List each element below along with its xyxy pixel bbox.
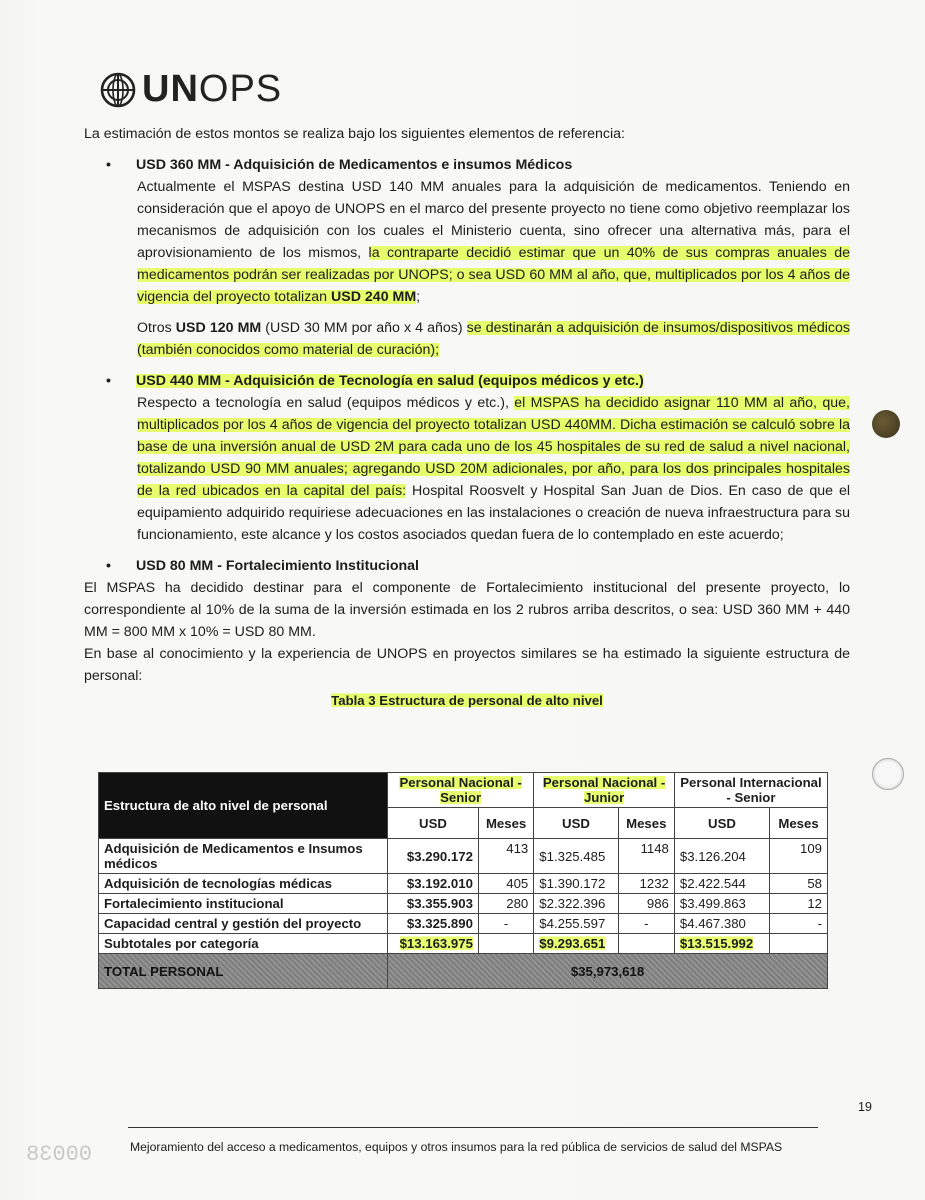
- table-cell: -: [478, 914, 533, 934]
- table-cell: -: [770, 914, 828, 934]
- section3-title: • USD 80 MM - Fortalecimiento Institucional: [136, 555, 850, 577]
- footer-rule: [128, 1127, 818, 1128]
- table-cell: $3.499.863: [674, 894, 769, 914]
- group-header: Personal Internacional - Senior: [674, 773, 827, 808]
- personnel-table: [98, 772, 828, 989]
- table-cell: $9.293.651: [534, 934, 618, 954]
- total-value: $35,973,618: [388, 954, 828, 989]
- table-cell: 109: [770, 839, 828, 874]
- row-label: Adquisición de tecnologías médicas: [99, 874, 388, 894]
- punch-hole: [872, 410, 900, 438]
- table-cell: $13.163.975: [388, 934, 479, 954]
- un-emblem-icon: [100, 72, 136, 108]
- table-cell: $3.325.890: [388, 914, 479, 934]
- unops-logo: [100, 68, 282, 111]
- section1-paragraph2: Otros USD 120 MM (USD 30 MM por año x 4 años) se destinarán a adquisición de insumos/dispositivos médicos (también conocidos como material de curación);: [137, 320, 850, 358]
- table-cell: 280: [478, 894, 533, 914]
- table-cell: 12: [770, 894, 828, 914]
- table-caption: Tabla 3 Estructura de personal de alto nivel: [331, 693, 603, 708]
- table-cell: $3.126.204: [674, 839, 769, 874]
- table-cell: 1148: [618, 839, 674, 874]
- table-cell: [478, 934, 533, 954]
- table-cell: $13.515.992: [674, 934, 769, 954]
- row-label: Subtotales por categoría: [99, 934, 388, 954]
- table-cell: $4.255.597: [534, 914, 618, 934]
- punch-hole: [872, 758, 904, 790]
- table-cell: [618, 934, 674, 954]
- subtotal-row: [99, 934, 828, 954]
- table-cell: 413: [478, 839, 533, 874]
- table-cell: $3.355.903: [388, 894, 479, 914]
- table-cell: $1.390.172: [534, 874, 618, 894]
- page-number: 19: [858, 1100, 872, 1114]
- section1-title: • USD 360 MM - Adquisición de Medicamentos e insumos Médicos: [136, 154, 850, 176]
- table-cell: $3.290.172: [388, 839, 479, 874]
- section2-paragraph: Respecto a tecnología en salud (equipos médicos y etc.), el MSPAS ha decidido asignar 110 MM al año, que, multiplicados por los 4 años de vigencia del proyecto totalizan USD 440MM. Dicha estimación se calculó sobre la base de una inversión anual de USD 2M para cada uno de los 45 hospitales de su red de salud a nivel nacional, totalizando USD 90 MM anuales; agregando USD 20M adicionales, por año, para los dos principales hospitales de la red ubicados en la capital del país: Hospital Roosvelt y Hospital San Juan de Dios. En caso de que el equipamiento adquirido requiriese adecuaciones en las instalaciones o creación de nueva infraestructura para su funcionamiento, este alcance y los costos asociados quedan fuera de lo contemplado en este acuerdo;: [137, 395, 850, 543]
- table-row: [99, 839, 828, 874]
- total-label: TOTAL PERSONAL: [99, 954, 388, 989]
- table-cell: 405: [478, 874, 533, 894]
- table-cell: $2.322.396: [534, 894, 618, 914]
- section3-paragraph1: El MSPAS ha decidido destinar para el componente de Fortalecimiento institucional del presente proyecto, lo correspondiente al 10% de la suma de la inversión estimada en los 2 rubros arriba descritos, o sea: USD 360 MM + 440 MM = 800 MM x 10% = USD 80 MM.: [84, 580, 850, 640]
- table-cell: 1232: [618, 874, 674, 894]
- column-header: Meses: [478, 808, 533, 839]
- column-header: Meses: [770, 808, 828, 839]
- page-footer: Mejoramiento del acceso a medicamentos, equipos y otros insumos para la red pública de servicios de salud del MSPAS: [130, 1140, 783, 1154]
- table-cell: $1.325.485: [534, 839, 618, 874]
- table-row: [99, 914, 828, 934]
- table-cell: [770, 934, 828, 954]
- table-cell: $3.192.010: [388, 874, 479, 894]
- table-cell: 58: [770, 874, 828, 894]
- group-header: Personal Nacional - Junior: [534, 773, 675, 808]
- table-cell: 986: [618, 894, 674, 914]
- column-header: USD: [388, 808, 479, 839]
- column-header: Meses: [618, 808, 674, 839]
- row-label: Capacidad central y gestión del proyecto: [99, 914, 388, 934]
- body-text: [84, 123, 850, 712]
- page-stamp: 00038: [26, 1142, 93, 1167]
- row-label: Adquisición de Medicamentos e Insumos médicos: [99, 839, 388, 874]
- section3-paragraph2: En base al conocimiento y la experiencia de UNOPS en proyectos similares se ha estimado la siguiente estructura de personal:: [84, 646, 850, 684]
- column-header: USD: [674, 808, 769, 839]
- group-header: Personal Nacional - Senior: [388, 773, 534, 808]
- column-header: USD: [534, 808, 618, 839]
- table-cell: $2.422.544: [674, 874, 769, 894]
- total-row: [99, 954, 828, 989]
- brand-name: UNOPS: [142, 68, 283, 110]
- table-cell: $4.467.380: [674, 914, 769, 934]
- table-cell: -: [618, 914, 674, 934]
- table-corner-header: Estructura de alto nivel de personal: [99, 773, 388, 839]
- table-row: [99, 874, 828, 894]
- intro-paragraph: La estimación de estos montos se realiza bajo los siguientes elementos de referencia:: [84, 126, 626, 142]
- table-row: [99, 894, 828, 914]
- section2-title: • USD 440 MM - Adquisición de Tecnología en salud (equipos médicos y etc.): [136, 370, 850, 392]
- row-label: Fortalecimiento institucional: [99, 894, 388, 914]
- section1-paragraph1: Actualmente el MSPAS destina USD 140 MM anuales para la adquisición de medicamentos. Teniendo en consideración que el apoyo de UNOPS en el marco del presente proyecto no tiene como objetivo reemplazar los mecanismos de adquisición con los cuales el Ministerio cuenta, sino ofrecer una alternativa más, para el aprovisionamiento de los mismos, la contraparte decidió estimar que un 40% de sus compras anuales de medicamentos podrán ser realizadas por UNOPS; o sea USD 60 MM al año, que, multiplicados por los 4 años de vigencia del proyecto totalizan USD 240 MM;: [137, 179, 850, 305]
